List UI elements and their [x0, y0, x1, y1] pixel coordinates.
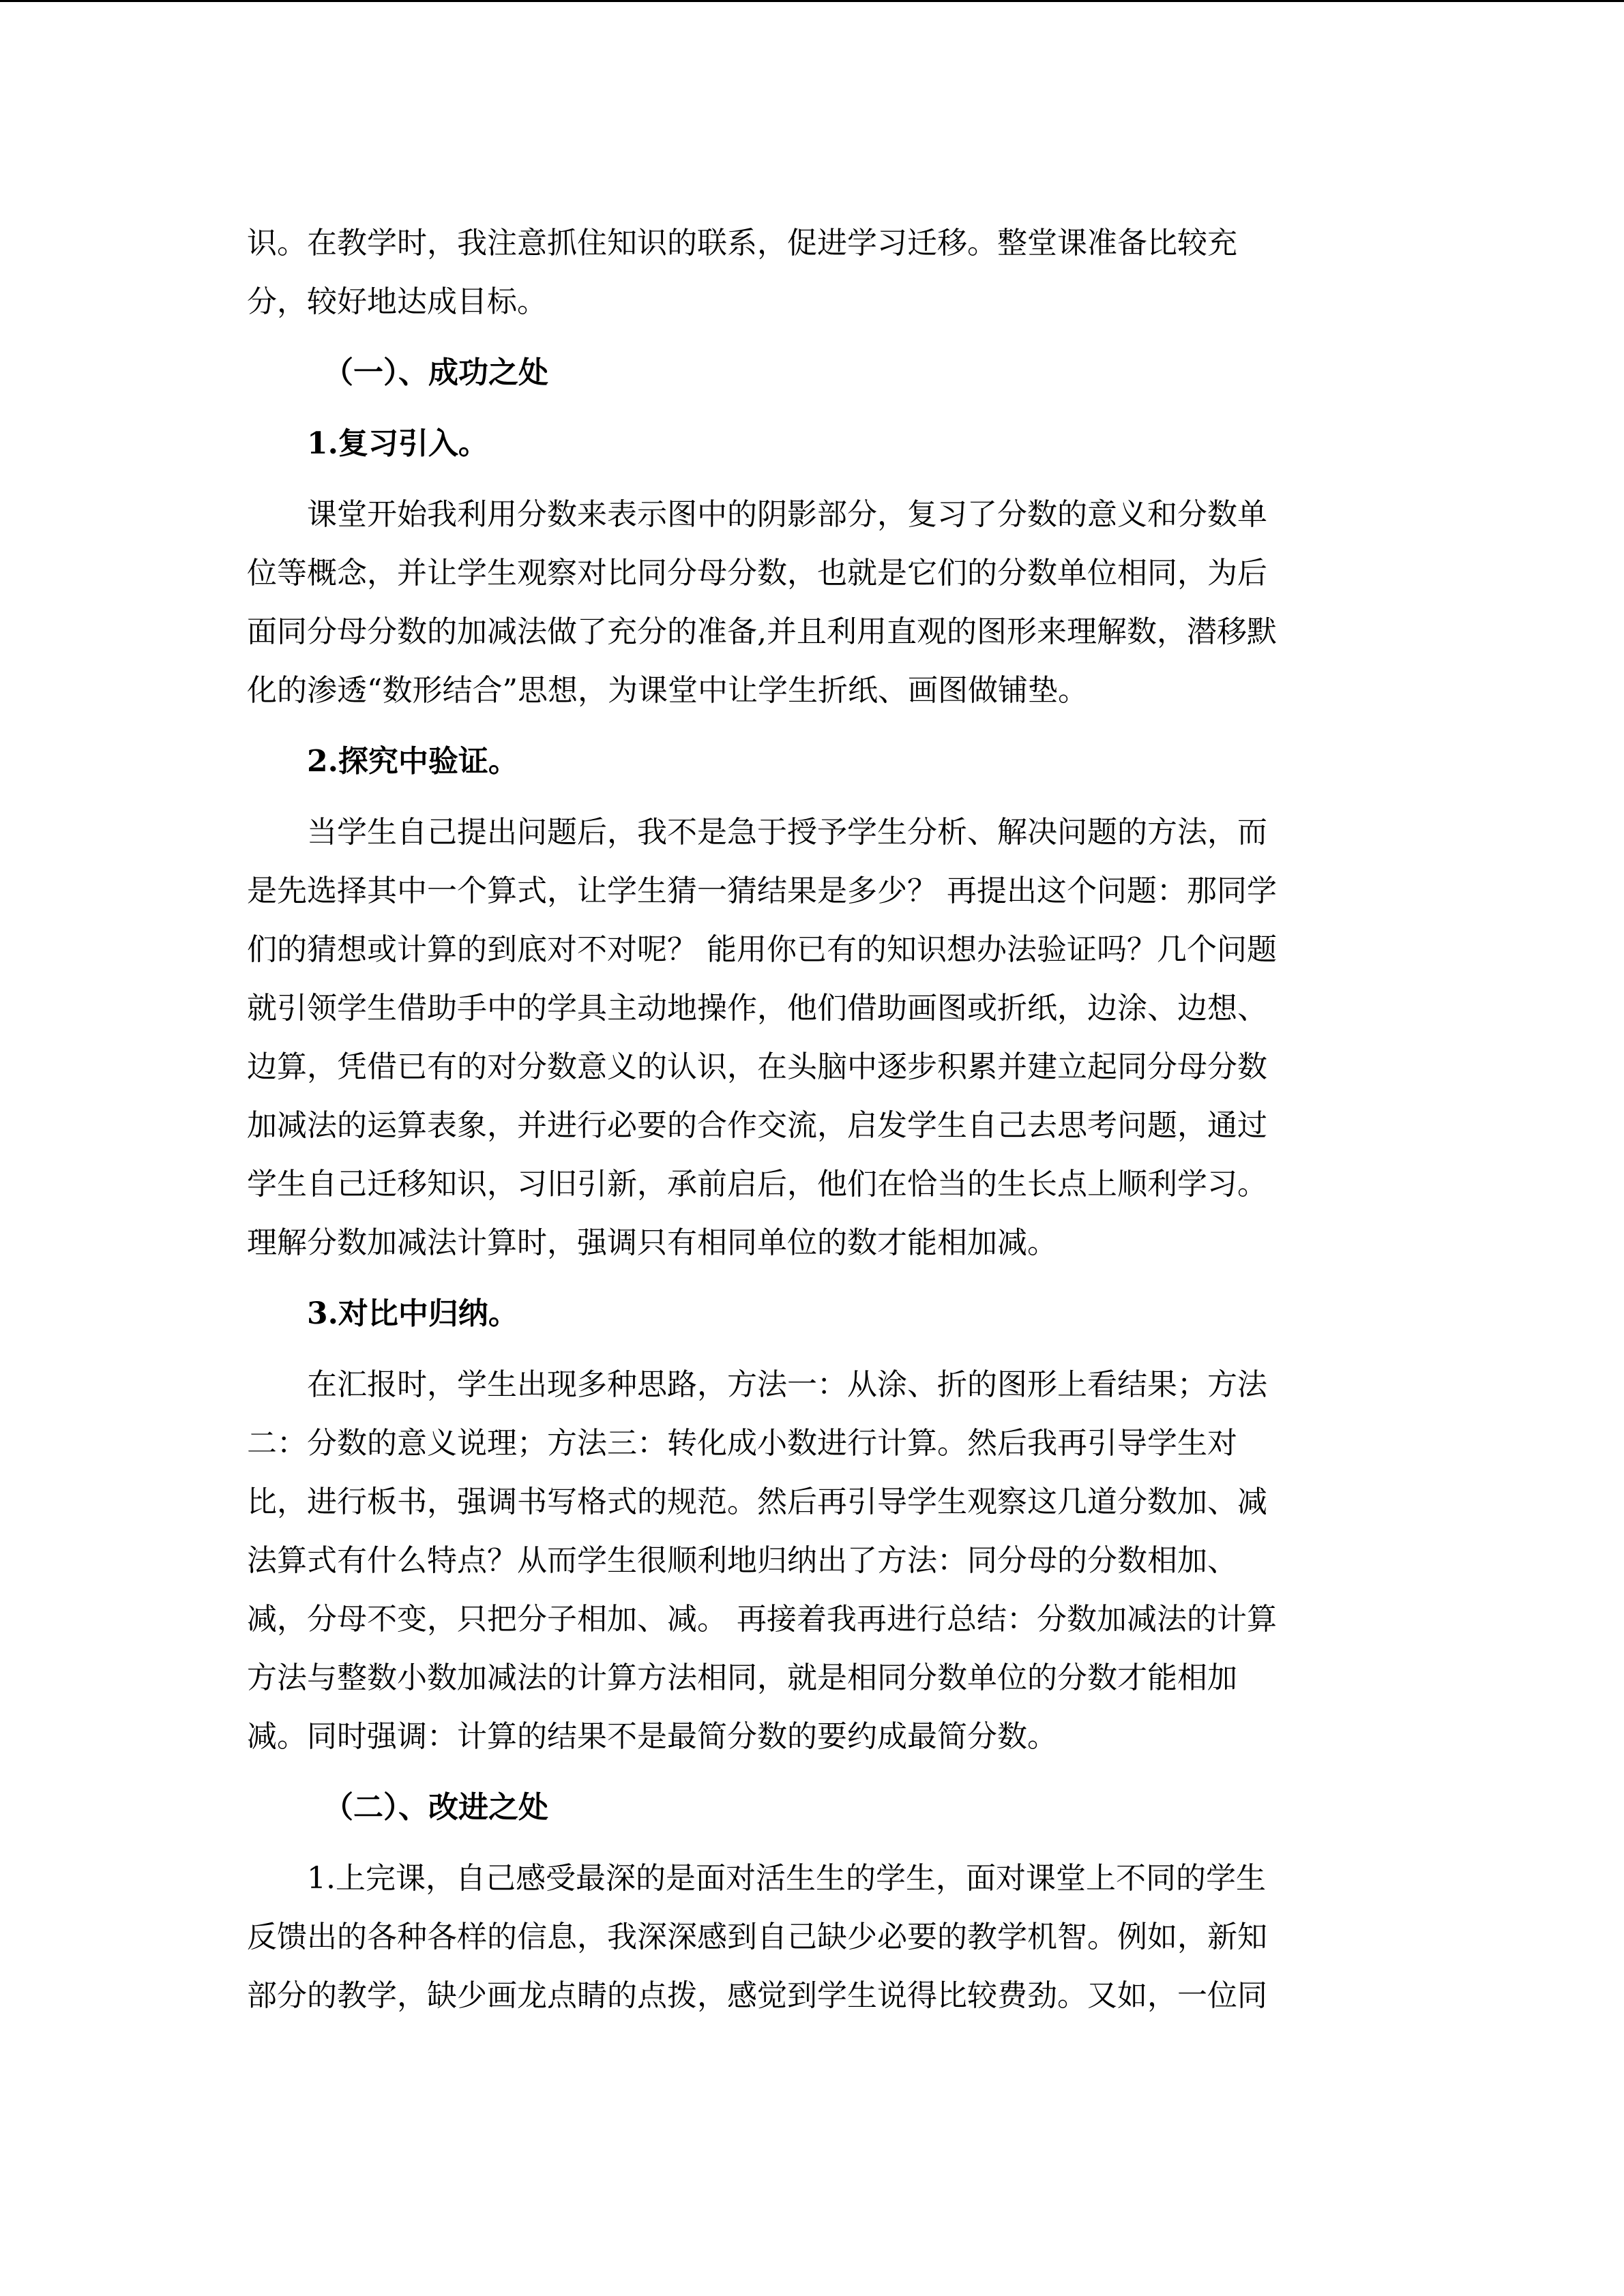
text-line: 法算式有什么特点？从而学生很顺利地归纳出了方法：同分母的分数相加、 [247, 1543, 1237, 1578]
text-line: 比，进行板书，强调书写格式的规范。然后再引导学生观察这几道分数加、减 [247, 1485, 1267, 1519]
paragraph-improve [247, 1849, 1378, 2025]
paragraph-review [247, 486, 1378, 720]
paragraph-compare [247, 1356, 1378, 1766]
text-line: 在汇报时，学生出现多种思路，方法一：从涂、折的图形上看结果；方法 [307, 1367, 1267, 1402]
text-line: 二：分数的意义说理；方法三：转化成小数进行计算。然后我再引导学生对 [247, 1426, 1237, 1461]
text-line: 化的渗透“数形结合”思想，为课堂中让学生折纸、画图做铺垫。 [247, 673, 1088, 708]
text-line: 位等概念，并让学生观察对比同分母分数，也就是它们的分数单位相同，为后 [247, 556, 1267, 591]
text-line: 1.上完课，自己感受最深的是面对活生生的学生，面对课堂上不同的学生 [307, 1861, 1266, 1896]
text-line: 减，分母不变，只把分子相加、减。 再接着我再进行总结：分数加减法的计算 [247, 1602, 1277, 1637]
item-heading-compare: 3.对比中归纳。 [307, 1296, 518, 1331]
section-title-improve: （二）、改进之处 [323, 1790, 548, 1825]
text-line: 是先选择其中一个算式，让学生猜一猜结果是多少？ 再提出这个问题：那同学 [247, 874, 1277, 908]
text-line: 们的猜想或计算的到底对不对呢？ 能用你已有的知识想办法验证吗？几个问题 [247, 932, 1277, 967]
text-line: 识。在教学时，我注意抓住知识的联系，促进学习迁移。整堂课准备比较充 [247, 226, 1237, 260]
top-border-line [0, 0, 1624, 2]
text-line: 面同分母分数的加减法做了充分的准备,并且利用直观的图形来理解数，潜移默 [247, 614, 1277, 649]
text-line: 学生自己迁移知识，习旧引新，承前启后，他们在恰当的生长点上顺利学习。 [247, 1167, 1267, 1202]
intro-paragraph [247, 214, 1378, 331]
text-line: 就引领学生借助手中的学具主动地操作，他们借助画图或折纸，边涂、边想、 [247, 991, 1267, 1026]
item-heading-verify: 2.探究中验证。 [307, 744, 518, 779]
document-body [247, 214, 1378, 2025]
text-line: 当学生自己提出问题后，我不是急于授予学生分析、解决问题的方法，而 [307, 815, 1267, 850]
text-line: 分，较好地达成目标。 [247, 284, 547, 319]
text-line: 反馈出的各种各样的信息，我深深感到自己缺少必要的教学机智。例如，新知 [247, 1920, 1267, 1954]
text-line: 方法与整数小数加减法的计算方法相同，就是相同分数单位的分数才能相加 [247, 1660, 1237, 1695]
item-heading-review: 1.复习引入。 [307, 426, 488, 461]
text-line: 减。同时强调：计算的结果不是最简分数的要约成最简分数。 [247, 1719, 1057, 1754]
section-title-success: （一）、成功之处 [323, 355, 548, 390]
text-line: 理解分数加减法计算时，强调只有相同单位的数才能相加减。 [247, 1225, 1057, 1260]
text-line: 加减法的运算表象，并进行必要的合作交流，启发学生自己去思考问题，通过 [247, 1108, 1267, 1143]
text-line: 边算，凭借已有的对分数意义的认识，在头脑中逐步积累并建立起同分母分数 [247, 1049, 1267, 1084]
text-line: 部分的教学，缺少画龙点睛的点拨，感觉到学生说得比较费劲。又如，一位同 [247, 1978, 1267, 2013]
text-line: 课堂开始我利用分数来表示图中的阴影部分，复习了分数的意义和分数单 [307, 497, 1267, 532]
paragraph-verify [247, 803, 1378, 1272]
